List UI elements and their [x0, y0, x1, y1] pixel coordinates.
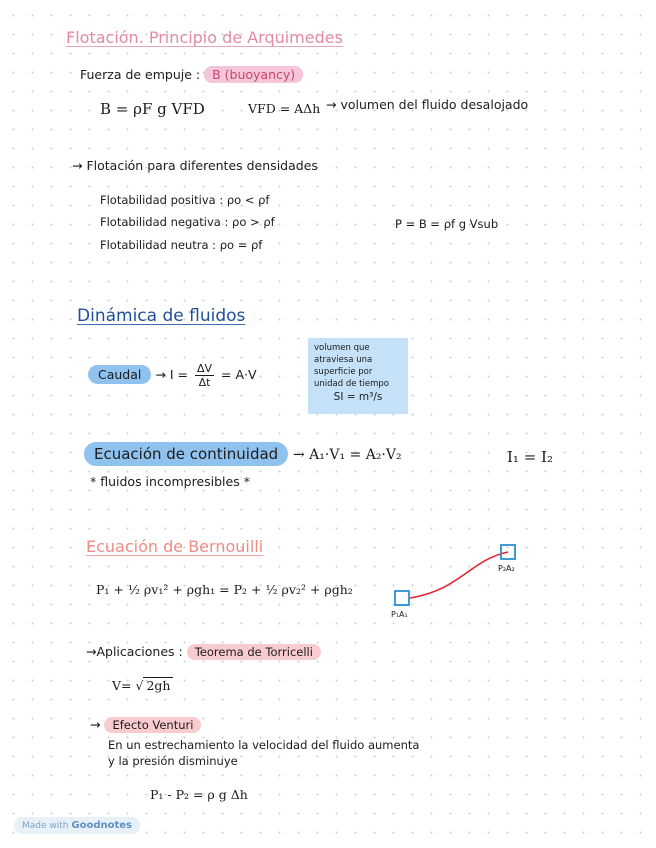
section-title-dinamica: Dinámica de fluidos — [77, 306, 246, 326]
bernoulli-flow-curve — [410, 552, 508, 598]
goodnotes-badge — [14, 817, 140, 834]
sqrt-symbol: √ — [135, 678, 144, 693]
aplicaciones-label: →Aplicaciones : — [86, 644, 183, 659]
venturi-arrow: → — [90, 717, 101, 732]
flotabilidad-positiva: Flotabilidad positiva : ρo < ρf — [100, 193, 270, 207]
section-title-flotacion: Flotación. Principio de Arquimedes — [66, 28, 343, 47]
continuidad-note: * fluidos incompresibles * — [90, 474, 250, 489]
peso-formula: P = B = ρf g Vsub — [395, 217, 499, 231]
empuje-label: Fuerza de empuje : — [80, 67, 201, 82]
caudal-note-text: volumen que atraviesa una superficie por unidad de tiempo — [314, 343, 389, 389]
bernoulli-point2-label: P₂A₂ — [498, 564, 515, 573]
caudal-label: Caudal — [88, 365, 151, 384]
continuidad-formula: → A₁·V₁ = A₂·V₂ — [293, 447, 402, 463]
torricelli-formula — [112, 677, 173, 693]
bernoulli-equation: P₁ + ½ ρv₁² + ρgh₁ = P₂ + ½ ρv₂² + ρgh₂ — [96, 582, 353, 597]
venturi-formula: P₁ - P₂ = ρ g Δh — [150, 787, 248, 802]
venturi-line-1: En un estrechamiento la velocidad del fluido aumenta — [108, 738, 420, 752]
caudal-arrow: → — [155, 367, 166, 382]
formula-buoyancy: B = ρF g VFD — [100, 100, 205, 118]
bernoulli-point1-label: P₁A₁ — [391, 610, 408, 619]
goodnotes-brand: Goodnotes — [71, 820, 132, 831]
aplicaciones-line — [86, 644, 321, 659]
formula-volume: VFD = AΔh — [248, 101, 321, 116]
bernoulli-point1-square — [395, 591, 409, 605]
continuidad-label: Ecuación de continuidad — [84, 442, 288, 466]
caudal-numerator: ΔV — [196, 362, 213, 375]
flotabilidad-negativa: Flotabilidad negativa : ρo > ρf — [100, 215, 275, 229]
empuje-highlight: B (buoyancy) — [204, 66, 303, 83]
torricelli-radicand: 2gh — [143, 677, 173, 693]
caudal-denominator: Δt — [198, 376, 211, 389]
densidades-heading: → Flotación para diferentes densidades — [72, 158, 318, 173]
torricelli-highlight: Teorema de Torricelli — [187, 644, 321, 660]
caudal-lhs: I = — [169, 367, 188, 382]
continuidad-formula-2: I₁ = I₂ — [507, 448, 553, 466]
torricelli-lhs: V= — [112, 678, 132, 693]
volume-description: → volumen del fluido desalojado — [326, 97, 529, 112]
flotabilidad-neutra: Flotabilidad neutra : ρo = ρf — [100, 238, 263, 252]
section-title-bernoulli: Ecuación de Bernouilli — [86, 537, 264, 556]
made-with-label: Made with — [22, 821, 69, 831]
venturi-line — [90, 717, 201, 732]
venturi-line-2: y la presión disminuye — [108, 754, 238, 768]
caudal-note-si: SI = m³/s — [333, 391, 383, 403]
venturi-highlight: Efecto Venturi — [104, 717, 201, 733]
caudal-rhs: = A·V — [221, 367, 257, 382]
